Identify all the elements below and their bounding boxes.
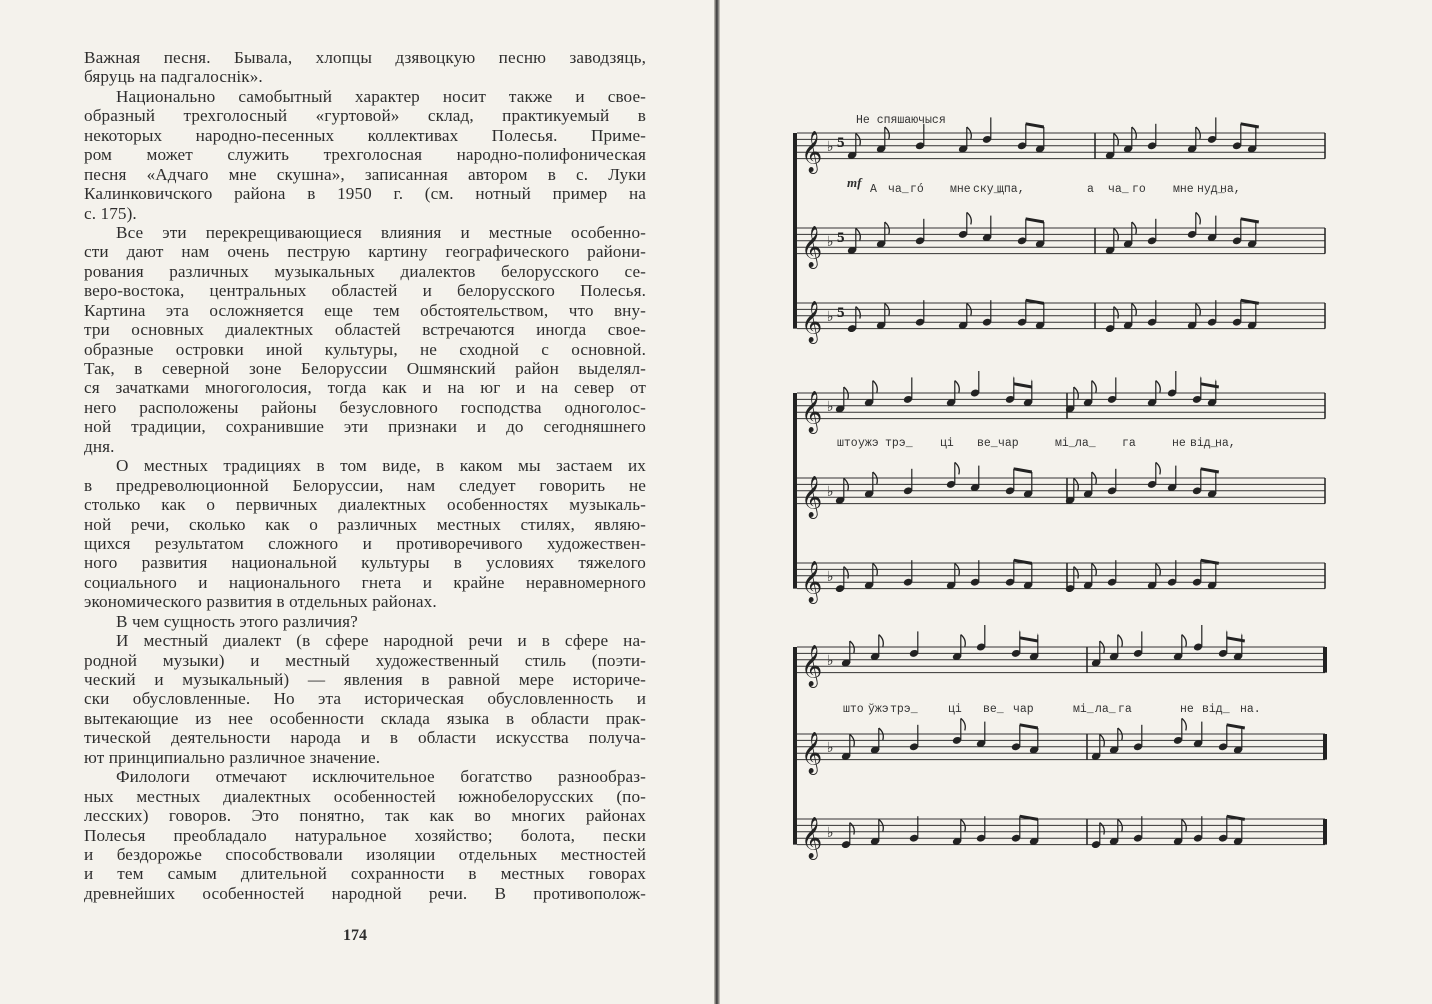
- note-flag: [955, 462, 960, 474]
- treble-clef-icon: 𝄞: [801, 226, 823, 268]
- note-beam: [1201, 469, 1219, 472]
- text-line: ных местных диалектных особенностей южнобелорусских (по-: [84, 786, 646, 806]
- note-flag: [873, 381, 878, 393]
- text-line: Полесья преобладало натуральное хозяйство; болота, пески: [84, 825, 646, 845]
- time-signature: 5: [837, 134, 845, 151]
- text-line: три основных диалектных областей встречаются иногда свое-: [84, 320, 646, 340]
- dynamic-marking: mf: [847, 175, 862, 190]
- lyric-syllable: ча_: [888, 183, 909, 196]
- lyric-syllable: чар: [1013, 703, 1034, 716]
- lyric-syllable: від_: [1202, 703, 1230, 716]
- treble-clef-icon: 𝄞: [801, 645, 823, 687]
- text-line: экономического развития в отдельных районах.: [84, 592, 437, 612]
- text-line: И местный диалект (в сфере народной речи и в сфере на-: [116, 631, 646, 651]
- treble-clef-icon: 𝄞: [801, 131, 823, 173]
- note-beam: [1020, 638, 1038, 641]
- note-beam: [1014, 469, 1032, 472]
- note-flag: [1118, 635, 1123, 647]
- flat-icon: ♭: [827, 234, 834, 251]
- note-beam: [1026, 219, 1044, 222]
- note-flag: [961, 718, 966, 730]
- text-line: в предреволюционной Белоруссии, нам следует говорить не: [84, 475, 646, 495]
- lyric-syllable: што: [843, 703, 864, 716]
- text-line: В чем сущность этого различия?: [116, 611, 358, 631]
- flat-icon: ♭: [827, 484, 834, 501]
- lyric-syllable: ці: [940, 437, 954, 450]
- lyric-syllable: мне: [950, 183, 971, 196]
- note-beam: [1020, 725, 1038, 728]
- note-flag: [1074, 567, 1079, 579]
- text-line: ной традиции, сохранившие эти признаки и до сегодняшнего: [84, 417, 646, 437]
- text-line: ческий и музыкальный) — явления в равной мере историче-: [84, 670, 646, 689]
- lyric-syllable: го: [1132, 183, 1146, 196]
- lyric-syllable: ужэ: [858, 437, 879, 450]
- text-line: щихся результатом сложного и противоречивого художествен-: [84, 533, 646, 553]
- tempo-marking: Не спяшаючыся: [856, 114, 946, 127]
- treble-clef-icon: 𝄞: [801, 732, 823, 774]
- lyric-syllable: ці: [948, 703, 962, 716]
- treble-clef-icon: 𝄞: [801, 817, 823, 859]
- note-beam: [1241, 124, 1259, 127]
- treble-clef-icon: 𝄞: [801, 561, 823, 603]
- text-line: родной музыки) и местный художественный стиль (поэти-: [84, 650, 646, 670]
- time-signature: 5: [837, 304, 845, 321]
- lyric-syllable: не: [1180, 703, 1194, 716]
- lyric-syllable: ла_: [1075, 437, 1096, 450]
- text-line: с. 175).: [84, 203, 137, 223]
- text-line: Картина эта осложняется еще тем обстоятельством, что вну-: [84, 300, 646, 320]
- note-flag: [961, 635, 966, 647]
- note-flag: [1092, 381, 1097, 393]
- page-number: 174: [343, 927, 367, 944]
- treble-clef-icon: 𝄞: [801, 391, 823, 433]
- text-line: Калинковичского района в 1950 г. (см. нотный пример на: [84, 184, 646, 204]
- text-line: Все эти перекрещивающиеся влияния и местные особенно-: [116, 222, 646, 242]
- text-line: ют принципиально различное значение.: [84, 747, 381, 767]
- text-line: рования различных музыкальных диалектов белорусского се-: [84, 261, 646, 281]
- text-line: и бездорожье способствовали изоляции отдельных местностей: [84, 844, 646, 864]
- text-line: ся зачатками многоголосия, тогда как и на юг и на север от: [84, 378, 646, 398]
- lyric-syllable: мі_: [1073, 703, 1094, 716]
- note-flag: [1114, 307, 1119, 319]
- text-line: ной речи, сколько как о различных местных стилях, являю-: [84, 514, 646, 534]
- flat-icon: ♭: [827, 139, 834, 156]
- note-flag: [1156, 462, 1161, 474]
- note-beam: [1241, 219, 1259, 222]
- text-line: дня.: [84, 436, 115, 456]
- text-line: древнейших особенностей народной речи. В противополож-: [84, 883, 646, 903]
- lyric-syllable: ску_: [973, 183, 1001, 196]
- lyric-syllable: ве_: [983, 703, 1004, 716]
- note-flag: [844, 567, 849, 579]
- text-line: Так, в северной зоне Белоруссии Ошмянский район выделял-: [84, 359, 646, 378]
- note-flag: [1196, 212, 1201, 224]
- note-flag: [967, 212, 972, 224]
- lyric-syllable: на,: [1215, 437, 1236, 450]
- text-line: тической деятельности народа и в области искусства получа-: [84, 728, 646, 748]
- text-line: Филологи отмечают исключительное богатство разнообраз-: [116, 767, 646, 787]
- lyric-syllable: трэ_: [890, 703, 918, 716]
- note-beam: [1026, 124, 1044, 127]
- lyric-syllable: трэ_: [885, 437, 913, 450]
- lyric-syllable: мне: [1173, 183, 1194, 196]
- lyric-syllable: гó: [910, 183, 924, 196]
- lyric-syllable: га: [1118, 703, 1132, 716]
- lyric-syllable: не: [1172, 437, 1186, 450]
- note-flag: [1182, 718, 1187, 730]
- text-line: Национально самобытный характер носит также и свое-: [116, 86, 646, 106]
- text-line: песня «Адчаго мне скушна», записанная автором в с. Луки: [84, 164, 646, 184]
- text-line: ного развития национальной культуры в условиях тяжелого: [84, 553, 646, 573]
- note-flag: [850, 823, 855, 835]
- time-signature: 5: [837, 229, 845, 246]
- treble-clef-icon: 𝄞: [801, 476, 823, 518]
- note-flag: [955, 381, 960, 393]
- text-line: некоторых народно-песенных коллективах Полесья. Приме-: [84, 125, 646, 145]
- flat-icon: ♭: [827, 740, 834, 757]
- text-line: вытекающие из нее особенности склада языка в области прак-: [84, 708, 646, 728]
- lyric-syllable: на,: [1220, 183, 1241, 196]
- flat-icon: ♭: [827, 309, 834, 326]
- text-line: бяруць на падгалоснік».: [84, 67, 263, 87]
- note-flag: [1156, 381, 1161, 393]
- lyric-syllable: га: [1122, 437, 1136, 450]
- note-flag: [1182, 635, 1187, 647]
- lyric-syllable: а: [1087, 183, 1094, 196]
- text-line: образный трехголосный «гуртовой» склад, практикуемый в: [84, 106, 646, 126]
- note-flag: [856, 307, 861, 319]
- lyric-syllable: А: [870, 183, 877, 196]
- lyric-syllable: ве_: [977, 437, 998, 450]
- text-line: образные островки иной культуры, не сходной с основной.: [84, 339, 646, 359]
- note-flag: [1100, 823, 1105, 835]
- text-line: лесских) говоров. Это понятно, так как во многих районах: [84, 806, 646, 826]
- note-beam: [1014, 384, 1032, 387]
- lyric-syllable: што: [837, 437, 858, 450]
- note-flag: [879, 635, 884, 647]
- text-line: и тем самым длительной сохранности в местных говорах: [84, 864, 646, 884]
- lyric-syllable: ча_: [1108, 183, 1129, 196]
- treble-clef-icon: 𝄞: [801, 301, 823, 343]
- lyric-syllable: від_: [1190, 437, 1218, 450]
- flat-icon: ♭: [827, 653, 834, 670]
- text-line: ром может служить трехголосная народно-полифоническая: [84, 145, 646, 165]
- text-line: социального и национального гнета и крайне неравномерного: [84, 572, 646, 592]
- lyric-syllable: на.: [1240, 703, 1261, 716]
- lyric-syllable: ла_: [1095, 703, 1116, 716]
- lyric-syllable: нуд_: [1197, 183, 1225, 196]
- text-line: веро-востока, центральных областей и белорусского Полесья.: [84, 281, 646, 301]
- flat-icon: ♭: [827, 399, 834, 416]
- lyric-syllable: щпа,: [997, 183, 1025, 196]
- text-line: О местных традициях в том виде, в каком мы застаем их: [116, 456, 646, 476]
- lyric-syllable: чар: [998, 437, 1019, 450]
- text-line: сти дают нам очень пеструю картину географического райони-: [84, 242, 646, 262]
- lyric-syllable: ўжэ: [868, 703, 889, 716]
- text-line: столько как о первичных диалектных особенностях музыкаль-: [84, 495, 646, 515]
- flat-icon: ♭: [827, 569, 834, 586]
- note-beam: [1227, 725, 1245, 728]
- text-line: ски обусловленные. Но эта историческая обусловленность и: [84, 689, 646, 709]
- text-line: него расположены районы безусловного господства одноголос-: [84, 397, 646, 417]
- lyric-syllable: мі_: [1055, 437, 1076, 450]
- flat-icon: ♭: [827, 825, 834, 842]
- text-line: Важная песня. Бывала, хлопцы дзявоцкую песню заводзяць,: [84, 48, 646, 67]
